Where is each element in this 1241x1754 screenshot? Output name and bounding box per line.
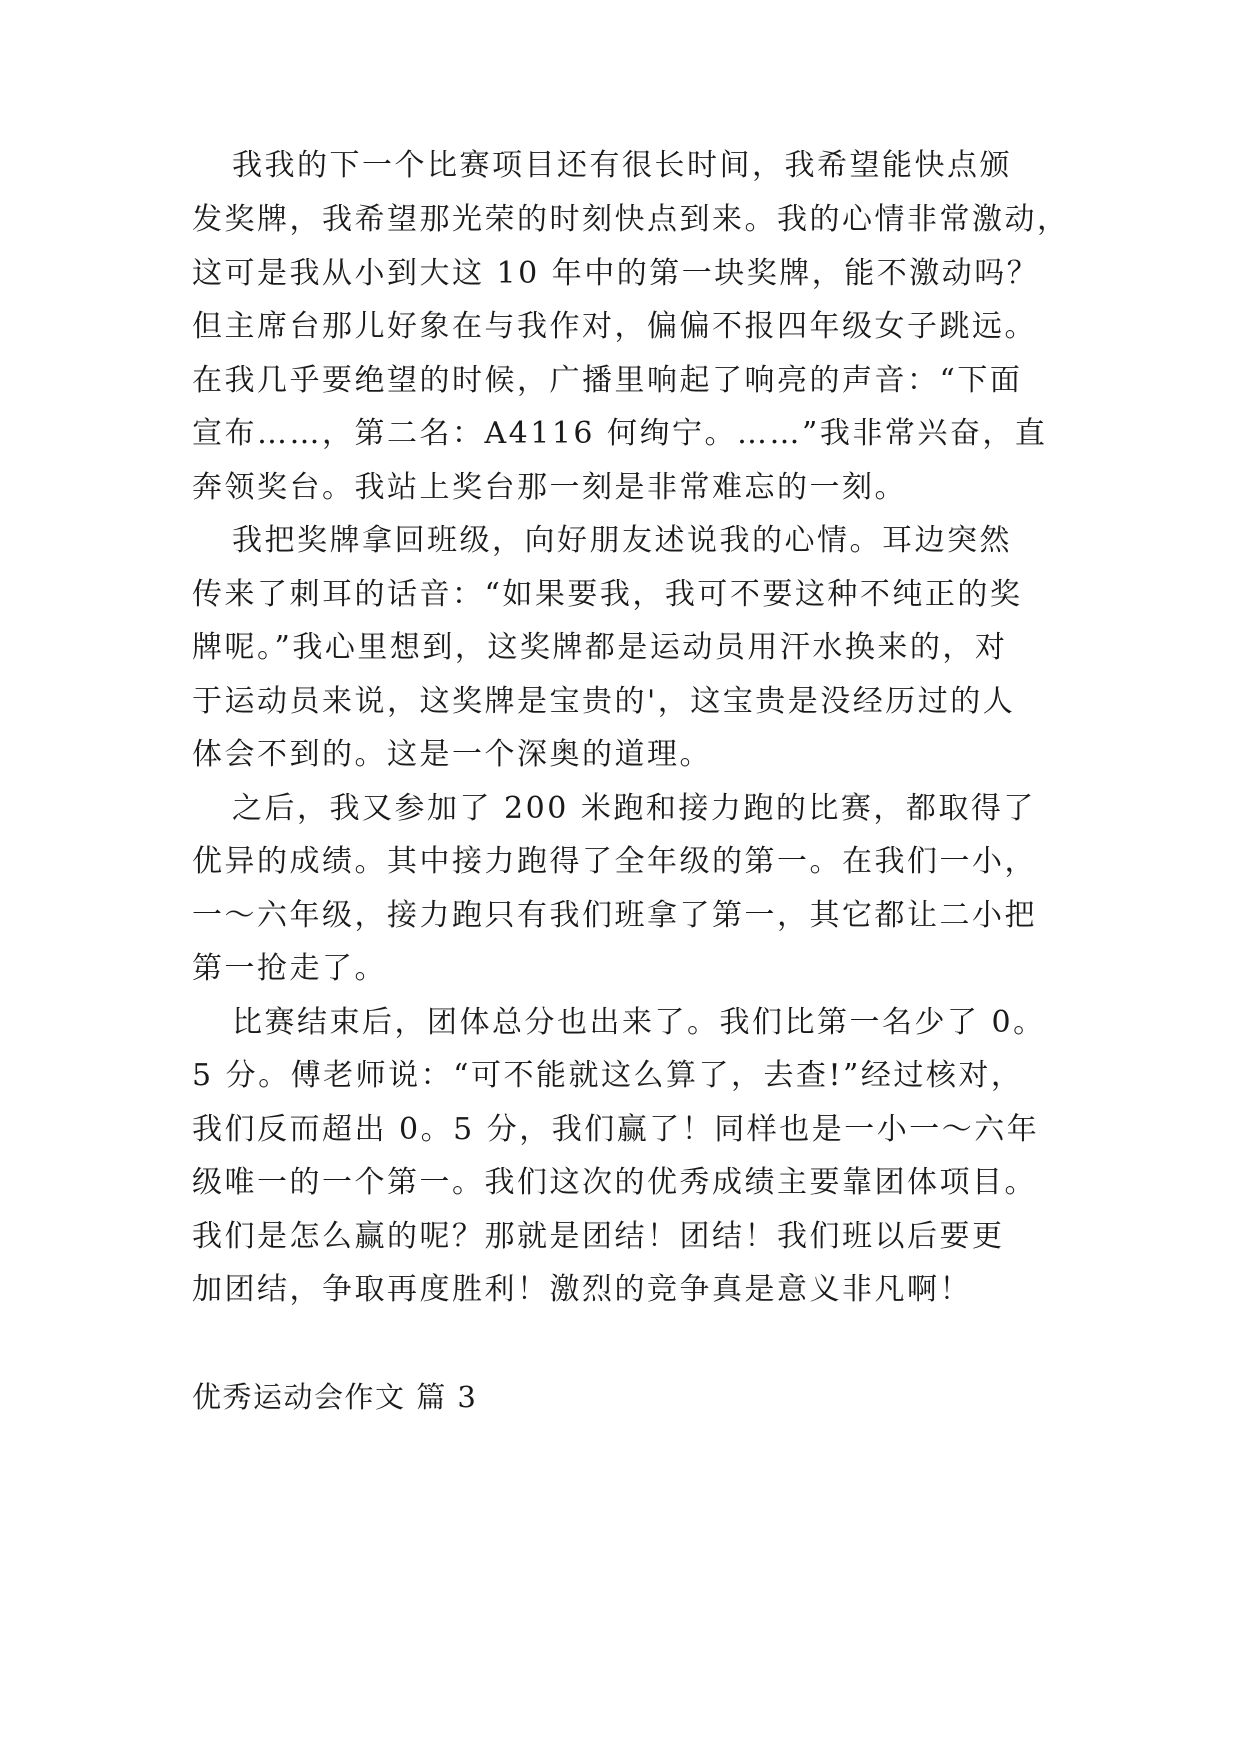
section-heading: 优秀运动会作文 篇 3 xyxy=(192,1380,478,1414)
paragraph-3-line-4: 第一抢走了。 xyxy=(192,951,387,986)
paragraph-1-line-3: 这可是我从小到大这 10 年中的第一块奖牌，能不激动吗？ xyxy=(192,256,1040,291)
paragraph-3-line-1: 之后，我又参加了 200 米跑和接力跑的比赛，都取得了 xyxy=(232,791,1036,826)
paragraph-2-line-4: 于运动员来说，这奖牌是宝贵的'，这宝贵是没经历过的人 xyxy=(192,684,1016,719)
paragraph-4-line-2: 5 分。傅老师说：“可不能就这么算了，去查!”经过核对， xyxy=(192,1058,1024,1093)
paragraph-1-line-5: 在我几乎要绝望的时候，广播里响起了响亮的声音：“下面 xyxy=(192,363,1023,398)
paragraph-3-line-2: 优异的成绩。其中接力跑得了全年级的第一。在我们一小， xyxy=(192,844,1037,879)
paragraph-4-line-5: 我们是怎么赢的呢？那就是团结！团结！我们班以后要更 xyxy=(192,1219,1005,1254)
paragraph-4-line-1: 比赛结束后，团体总分也出来了。我们比第一名少了 0。 xyxy=(232,1005,1046,1040)
paragraph-1-line-1: 我我的下一个比赛项目还有很长时间，我希望能快点颁 xyxy=(232,148,1012,183)
paragraph-2-line-1: 我把奖牌拿回班级，向好朋友述说我的心情。耳边突然 xyxy=(232,523,1012,558)
paragraph-4-line-4: 级唯一的一个第一。我们这次的优秀成绩主要靠团体项目。 xyxy=(192,1165,1037,1200)
paragraph-3-line-3: 一～六年级，接力跑只有我们班拿了第一，其它都让二小把 xyxy=(192,898,1037,933)
paragraph-2-line-3: 牌呢。”我心里想到，这奖牌都是运动员用汗水换来的，对 xyxy=(192,630,1008,665)
paragraph-1-line-6: 宣布……，第二名：A4116 何绚宁。……”我非常兴奋，直 xyxy=(192,416,1048,451)
paragraph-4-line-6: 加团结，争取再度胜利！激烈的竞争真是意义非凡啊！ xyxy=(192,1272,972,1307)
paragraph-1-line-4: 但主席台那儿好象在与我作对，偏偏不报四年级女子跳远。 xyxy=(192,309,1037,344)
paragraph-4-line-3: 我们反而超出 0。5 分，我们赢了！同样也是一小一～六年 xyxy=(192,1112,1040,1147)
paragraph-1-line-2: 发奖牌，我希望那光荣的时刻快点到来。我的心情非常激动， xyxy=(192,202,1070,237)
paragraph-2-line-5: 体会不到的。这是一个深奥的道理。 xyxy=(192,737,712,772)
paragraph-2-line-2: 传来了刺耳的话音：“如果要我，我可不要这种不纯正的奖 xyxy=(192,577,1023,612)
paragraph-1-line-7: 奔领奖台。我站上奖台那一刻是非常难忘的一刻。 xyxy=(192,470,907,505)
